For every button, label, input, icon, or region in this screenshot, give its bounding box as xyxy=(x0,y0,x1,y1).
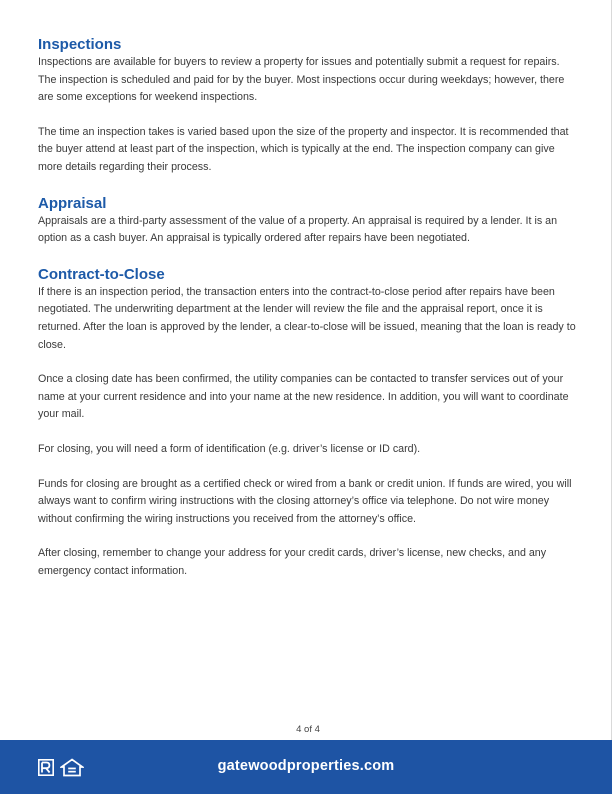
footer-bar xyxy=(0,740,612,794)
paragraph: After closing, remember to change your address for your credit cards, driver’s license, new checks, and any emergency contact information. xyxy=(38,547,547,577)
paragraph: For closing, you will need a form of identification (e.g. driver’s license or ID card). xyxy=(38,442,421,455)
paragraph: If there is an inspection period, the transaction enters into the contract-to-close period after repairs have been negotiated. The underwriting department at the lender will review the file and the appraisal report, once it is returned. After the loan is approved by the lender, a clear-to-close will be issued, meaning that the loan is ready to close. xyxy=(38,285,576,351)
paragraph: Once a closing date has been confirmed, the utility companies can be contacted to transfer services out of your name at your current residence and into your name at the new residence. In addition, you will want to coordinate your mail. xyxy=(38,373,569,421)
page-number: 4 of 4 xyxy=(296,724,320,735)
section-heading-inspections: Inspections xyxy=(38,36,122,53)
paragraph: Appraisals are a third-party assessment of the value of a property. An appraisal is required by a lender. It is an option as a cash buyer. An appraisal is typically ordered after repairs have been negotiated. xyxy=(38,214,558,245)
section-appraisal xyxy=(38,195,578,248)
section-inspections xyxy=(38,36,578,177)
section-heading-contract-to-close: Contract-to-Close xyxy=(38,265,165,283)
document-body xyxy=(38,36,578,580)
paragraph: The time an inspection takes is varied based upon the size of the property and inspector. It is recommended that the buyer attend at least part of the inspection, which is typically at the end. The inspection company can give more details regarding their process. xyxy=(38,125,569,173)
footer-website-link[interactable]: gatewoodproperties.com xyxy=(217,758,395,774)
paragraph: Funds for closing are brought as a certified check or wired from a bank or credit union. If funds are wired, you will always want to confirm wiring instructions with the closing attorney’s office via telephone. Do not wire money without confirming the wiring instructions you received from the attorney’s office. xyxy=(38,477,572,525)
paragraph: Inspections are available for buyers to review a property for issues and potentially submit a request for repairs. The inspection is scheduled and paid for by the buyer. Most inspections occur during weekdays; however, there are some exceptions for weekend inspections. xyxy=(38,56,565,104)
section-heading-appraisal: Appraisal xyxy=(38,194,107,212)
section-contract-to-close xyxy=(38,266,578,581)
